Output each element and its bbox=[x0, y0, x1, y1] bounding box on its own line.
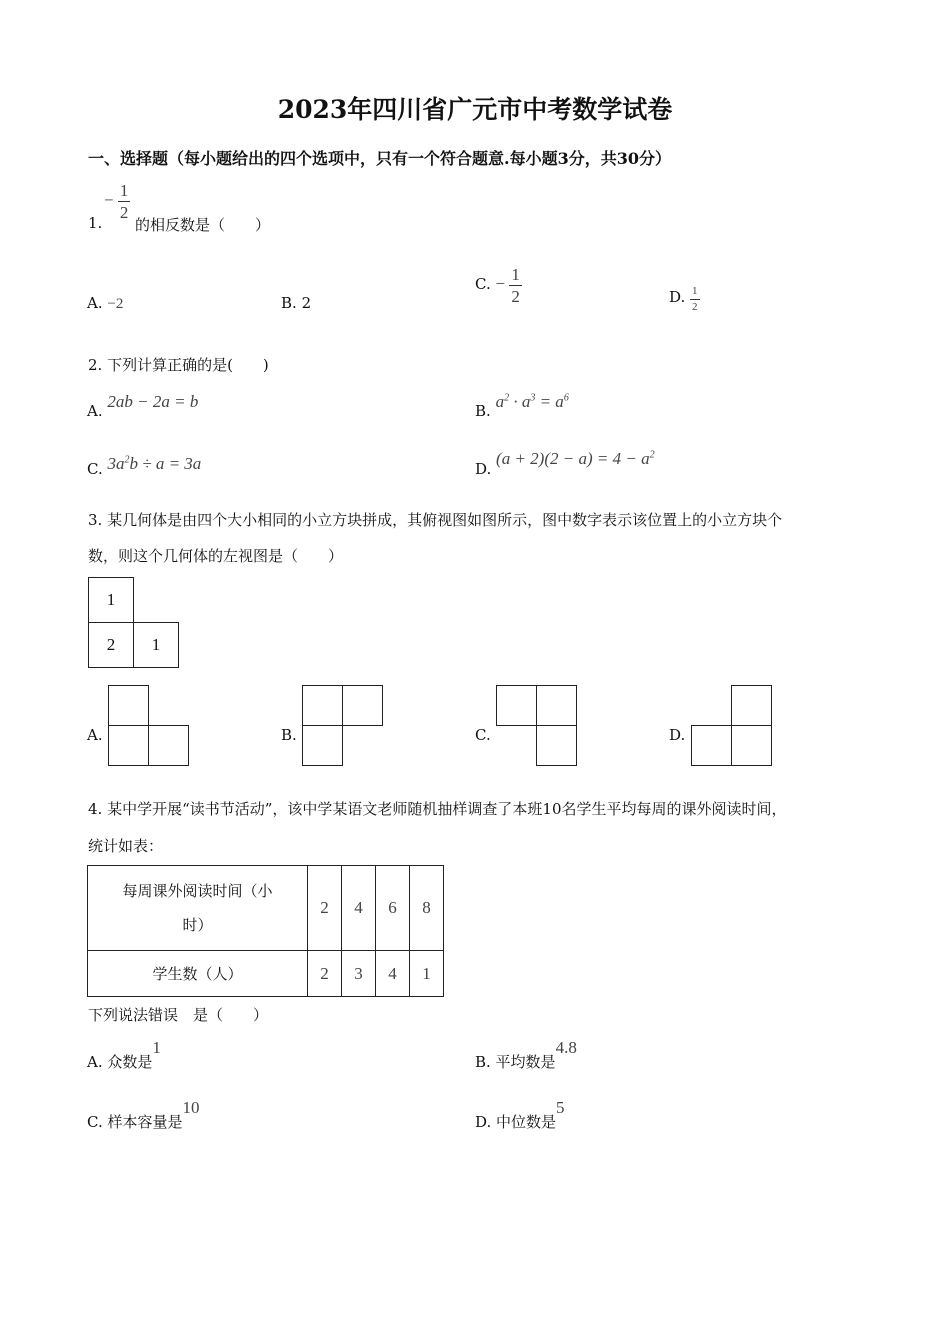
q4-option-c[interactable] bbox=[87, 1098, 200, 1132]
table-row bbox=[88, 951, 444, 997]
q4-option-a[interactable] bbox=[87, 1038, 161, 1072]
figure-square bbox=[342, 685, 383, 726]
fraction-sign: − bbox=[104, 190, 114, 210]
fraction-sign: − bbox=[495, 274, 506, 294]
reading-time-table bbox=[87, 865, 444, 997]
option-label: A. bbox=[87, 294, 103, 312]
expr-part: b ÷ a = 3a bbox=[129, 454, 202, 473]
figure-square bbox=[731, 685, 772, 726]
table-cell: 2 bbox=[308, 951, 342, 997]
page-title: 2023年四川省广元市中考数学试卷 bbox=[277, 95, 673, 124]
expr-exponent: 2 bbox=[649, 449, 655, 461]
expr-exponent: 6 bbox=[563, 392, 569, 404]
option-expression bbox=[108, 454, 202, 473]
table-cell: 2 bbox=[308, 866, 342, 951]
top-view-cell: 1 bbox=[88, 577, 134, 623]
figure-square bbox=[302, 685, 343, 726]
q3-option-c-label[interactable]: C. bbox=[475, 726, 491, 744]
table-cell: 3 bbox=[342, 951, 376, 997]
fraction-denominator: 2 bbox=[511, 287, 520, 306]
expr-part: a bbox=[495, 392, 505, 411]
expr-exponent: 2 bbox=[504, 392, 510, 404]
table-cell: 6 bbox=[376, 866, 410, 951]
q2-option-a[interactable] bbox=[87, 392, 199, 420]
option-expression: 2ab − 2a = b bbox=[107, 392, 199, 411]
table-cell: 4 bbox=[376, 951, 410, 997]
q3-option-b-label[interactable]: B. bbox=[281, 726, 297, 744]
q1-option-b[interactable] bbox=[281, 294, 311, 312]
figure-square bbox=[536, 685, 577, 726]
option-label: D. bbox=[669, 288, 686, 307]
question-4-text-line2: 统计如表： bbox=[88, 837, 164, 855]
question-2-text: 2. 下列计算正确的是( ) bbox=[88, 356, 269, 374]
q1-option-a[interactable] bbox=[87, 294, 123, 313]
expr-part: · bbox=[509, 392, 522, 411]
table-header-cell bbox=[88, 866, 308, 951]
figure-square bbox=[148, 725, 189, 766]
option-label: B. 平均数是 bbox=[475, 1053, 556, 1071]
expr-exponent: 3 bbox=[530, 392, 536, 404]
fraction-numerator: 1 bbox=[511, 265, 520, 284]
option-label: B. bbox=[475, 402, 491, 420]
figure-square bbox=[691, 725, 732, 766]
q1-option-c[interactable] bbox=[475, 266, 522, 305]
question-3-text-line1: 3. 某几何体是由四个大小相同的小立方块拼成，其俯视图如图所示，图中数字表示该位置上的小立方块个 bbox=[88, 511, 783, 529]
q3-option-a-label[interactable]: A. bbox=[87, 726, 103, 744]
option-expression bbox=[496, 449, 655, 468]
option-value bbox=[690, 285, 700, 313]
fraction-denominator: 2 bbox=[692, 301, 698, 313]
option-label: C. bbox=[475, 275, 491, 294]
option-value: 5 bbox=[556, 1098, 565, 1117]
option-label: C. bbox=[87, 460, 103, 478]
top-view-cell: 1 bbox=[133, 622, 179, 668]
table-row bbox=[88, 866, 444, 951]
option-value: 4.8 bbox=[555, 1038, 577, 1057]
figure-square bbox=[731, 725, 772, 766]
header-line: 时） bbox=[182, 916, 213, 934]
option-label: D. 中位数是 bbox=[475, 1113, 557, 1131]
expr-exponent: 2 bbox=[124, 454, 130, 466]
q1-option-d[interactable] bbox=[669, 286, 700, 313]
section-heading: 一、选择题（每小题给出的四个选项中，只有一个符合题意.每小题3分，共30分） bbox=[88, 149, 671, 168]
option-label: C. 样本容量是 bbox=[87, 1113, 183, 1131]
q4-option-b[interactable] bbox=[475, 1038, 577, 1072]
question-1-number: 1. bbox=[88, 214, 103, 232]
expr-part: 3a bbox=[107, 454, 125, 473]
option-label: A. bbox=[87, 402, 103, 420]
option-value: 10 bbox=[182, 1098, 200, 1117]
expr-part: (a + 2)(2 − a) = 4 − a bbox=[496, 449, 650, 468]
option-value bbox=[495, 265, 522, 306]
q2-option-c[interactable] bbox=[87, 454, 202, 478]
option-expression bbox=[496, 392, 569, 411]
fraction-denominator: 2 bbox=[119, 203, 129, 222]
table-cell: 1 bbox=[410, 951, 444, 997]
question-3-text-line2: 数，则这个几何体的左视图是（ ） bbox=[88, 547, 344, 565]
question-1-text: 的相反数是（ ） bbox=[135, 216, 271, 234]
table-header-cell: 学生数（人） bbox=[88, 951, 308, 997]
figure-square bbox=[302, 725, 343, 766]
option-label: B. bbox=[281, 294, 297, 312]
figure-square bbox=[108, 725, 149, 766]
option-value: −2 bbox=[107, 296, 124, 312]
q3-option-d-label[interactable]: D. bbox=[669, 726, 686, 744]
figure-square bbox=[108, 685, 149, 726]
option-value: 2 bbox=[301, 294, 312, 312]
figure-square bbox=[496, 685, 537, 726]
top-view-cell: 2 bbox=[88, 622, 134, 668]
option-label: D. bbox=[475, 460, 492, 478]
table-cell: 4 bbox=[342, 866, 376, 951]
question-1-fraction bbox=[104, 182, 130, 221]
expr-part: a bbox=[521, 392, 531, 411]
table-cell: 8 bbox=[410, 866, 444, 951]
option-value: 1 bbox=[152, 1038, 161, 1057]
question-4-text-line1: 4. 某中学开展“读书节活动”，该中学某语文老师随机抽样调查了本班10名学生平均每周的课外阅读时间， bbox=[88, 800, 787, 818]
fraction-numerator: 1 bbox=[119, 181, 129, 200]
question-4-prompt: 下列说法错误 是（ ） bbox=[88, 1006, 269, 1024]
expr-part: = a bbox=[535, 392, 564, 411]
header-line: 每周课外阅读时间（小 bbox=[122, 882, 273, 900]
fraction-numerator: 1 bbox=[690, 286, 700, 300]
figure-square bbox=[536, 725, 577, 766]
q2-option-b[interactable] bbox=[475, 392, 569, 420]
option-label: A. 众数是 bbox=[87, 1053, 153, 1071]
q4-option-d[interactable] bbox=[475, 1098, 565, 1132]
q2-option-d[interactable] bbox=[475, 449, 655, 478]
